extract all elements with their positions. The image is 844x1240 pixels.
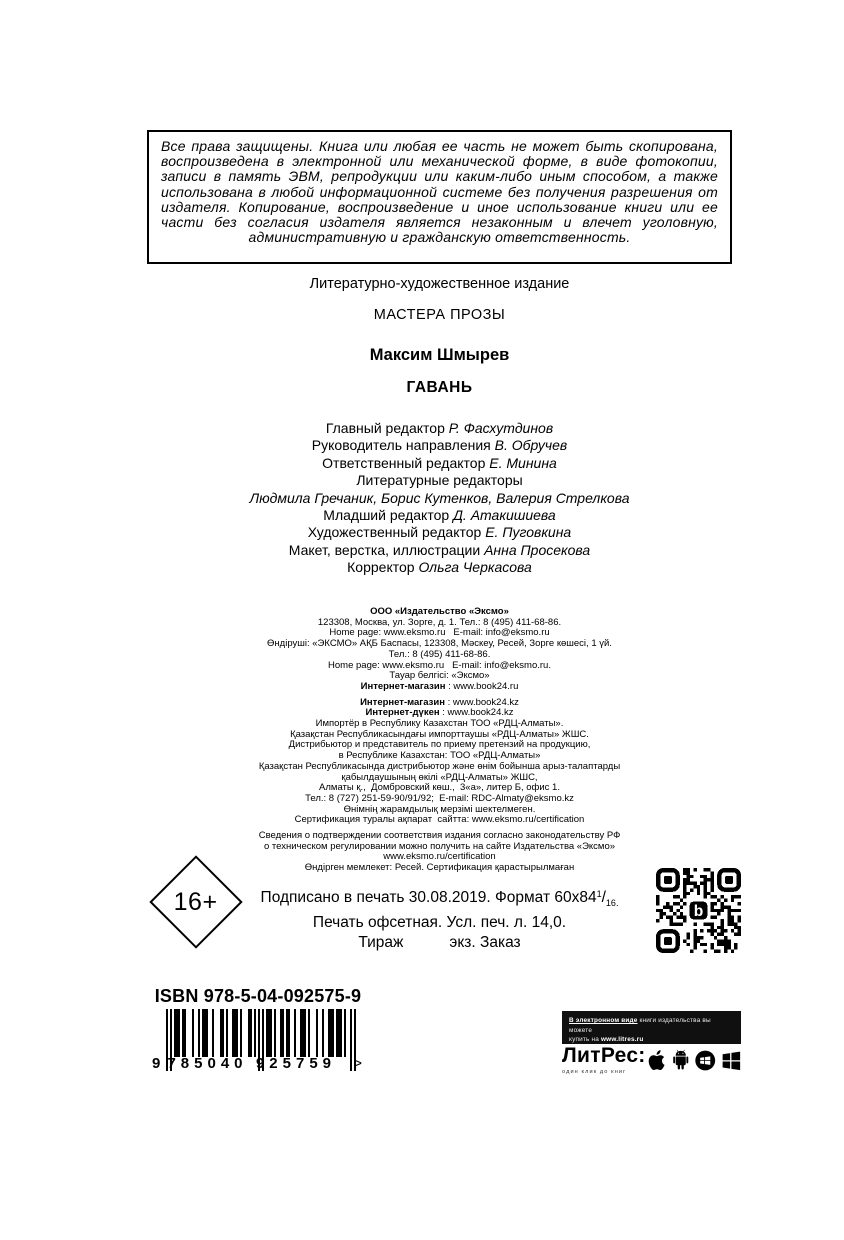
isbn-label: ISBN 978-5-04-092575-9: [154, 986, 362, 1006]
imprint-line: Тел.: 8 (495) 411-68-86.: [388, 648, 491, 660]
android-icon: [670, 1048, 692, 1072]
print-info-line3: Тираж экз. Заказ: [358, 934, 521, 951]
barcode-digits: 9 785040 925759 >: [152, 1055, 362, 1072]
imprint-line: Интернет-дүкен : www.book24.kz: [365, 707, 514, 719]
credit-line: Литературные редакторы: [356, 472, 523, 489]
qr-code: [656, 868, 741, 953]
imprint-line: www.eksmo.ru/certification: [383, 851, 496, 863]
credit-line: Младший редактор Д. Атакишиева: [323, 507, 556, 524]
imprint-line: о техническом регулировании можно получить на сайте Издательства «Эксмо»: [263, 840, 616, 852]
author-name: Максим Шмырев: [369, 346, 510, 364]
print-info: [147, 884, 732, 953]
imprint-line: ООО «Издательство «Эксмо»: [370, 606, 509, 617]
credit-line: Художественный редактор Е. Пуговкина: [307, 524, 572, 541]
credit-line: Макет, верстка, иллюстрации Анна Просекова: [288, 541, 591, 558]
imprint-line: қабылдаушының өкілі «РДЦ-Алматы» ЖШС,: [341, 771, 538, 783]
credit-line: Людмила Гречаник, Борис Кутенков, Валерия Стрелкова: [249, 489, 630, 506]
imprint-line: Интернет-магазин : www.book24.kz: [360, 696, 519, 708]
litres-tagline: один клик до книг: [562, 1069, 627, 1075]
imprint-line: Тел.: 8 (727) 251-59-90/91/92; E-mail: RDC-Almaty@eksmo.kz: [305, 792, 574, 804]
imprint-line: Қазақстан Республикасында дистрибьютор және өнім бойынша арыз-талаптарды: [258, 760, 621, 772]
imprint-line: Сертификация туралы ақпарат сайтта: www.eksmo.ru/certification: [294, 814, 585, 826]
imprint-line: Интернет-магазин : www.book24.ru: [360, 680, 519, 692]
imprint-line: Home page: www.eksmo.ru E-mail: info@eksmo.ru.: [328, 659, 551, 671]
litres-banner: В электронном виде книги издательства вы можете купить на www.litres.ru: [562, 1011, 741, 1044]
imprint-line: Импортёр в Республику Казахстан ТОО «РДЦ-Алматы».: [315, 718, 564, 730]
imprint-block: [147, 607, 732, 874]
imprint-line: Home page: www.eksmo.ru E-mail: info@eksmo.ru: [329, 627, 550, 639]
credits-list: [147, 420, 732, 577]
copyright-notice-text: Все права защищены. Книга или любая ее часть не может быть скопирована, воспроизведена в электронной или механической форме, в виде фотокопии, записи в память ЭВМ, репродукции или каким-либо иным способом, а также использована в любой информационной системе без получения разрешения от издателя. Копирование, воспроизведение и иное использование книги или ее части без согласия издателя является незаконным и влечет уголовную, административную и гражданскую ответственность.: [161, 138, 718, 246]
imprint-line: Өндірген мемлекет: Ресей. Сертификация қарастырылмаған: [304, 862, 575, 874]
imprint-line: в Республике Казахстан: ТОО «РДЦ-Алматы»: [338, 750, 541, 762]
microsoft-icon: [720, 1049, 742, 1072]
isbn-block: [152, 986, 364, 1075]
age-rating-text: 16+: [174, 887, 218, 916]
imprint-line: Қазақстан Республикасындағы импорттаушы «РДЦ-Алматы» ЖШС.: [290, 728, 589, 740]
print-info-line2: Печать офсетная. Усл. печ. л. 14,0.: [312, 914, 567, 931]
imprint-line: Сведения о подтверждении соответствия издания согласно законодательству РФ: [258, 830, 621, 842]
windows-phone-icon: [694, 1049, 716, 1072]
litres-logo-text: ЛитРес:: [562, 1044, 646, 1067]
imprint-line: Тауар белгісі: «Эксмо»: [389, 670, 490, 682]
imprint-line: Өнімнің жарамдылық мерзімі шектелмеген.: [343, 803, 536, 815]
litres-logo: [562, 1044, 652, 1075]
svg-text:b: b: [693, 902, 704, 920]
apple-icon: [646, 1048, 667, 1072]
credit-line: Ответственный редактор Е. Минина: [322, 454, 557, 471]
series-name: МАСТЕРА ПРОЗЫ: [373, 307, 506, 323]
credit-line: Руководитель направления В. Обручев: [311, 437, 568, 454]
copyright-notice-box: [147, 130, 732, 264]
imprint-line: Дистрибьютор и представитель по приему претензий на продукцию,: [288, 739, 591, 751]
print-info-line1: Подписано в печать 30.08.2019. Формат $60x84^1/_{16.}$: [260, 889, 619, 908]
edition-type: Литературно-художественное издание: [309, 276, 570, 292]
credit-line: Корректор Ольга Черкасова: [347, 559, 532, 576]
store-icons: [646, 1048, 742, 1072]
imprint-line: Алматы қ., Домбровский көш., 3«а», литер Б, офис 1.: [319, 782, 560, 794]
book-title: ГАВАНЬ: [406, 379, 473, 396]
imprint-line: 123308, Москва, ул. Зорге, д. 1. Тел.: 8 (495) 411-68-86.: [317, 616, 562, 628]
imprint-line: Өндіруші: «ЭКСМО» АҚБ Баспасы, 123308, Мәскеу, Ресей, Зорге көшесі, 1 үй.: [267, 638, 612, 650]
credit-line: Главный редактор Р. Фасхутдинов: [325, 420, 554, 436]
